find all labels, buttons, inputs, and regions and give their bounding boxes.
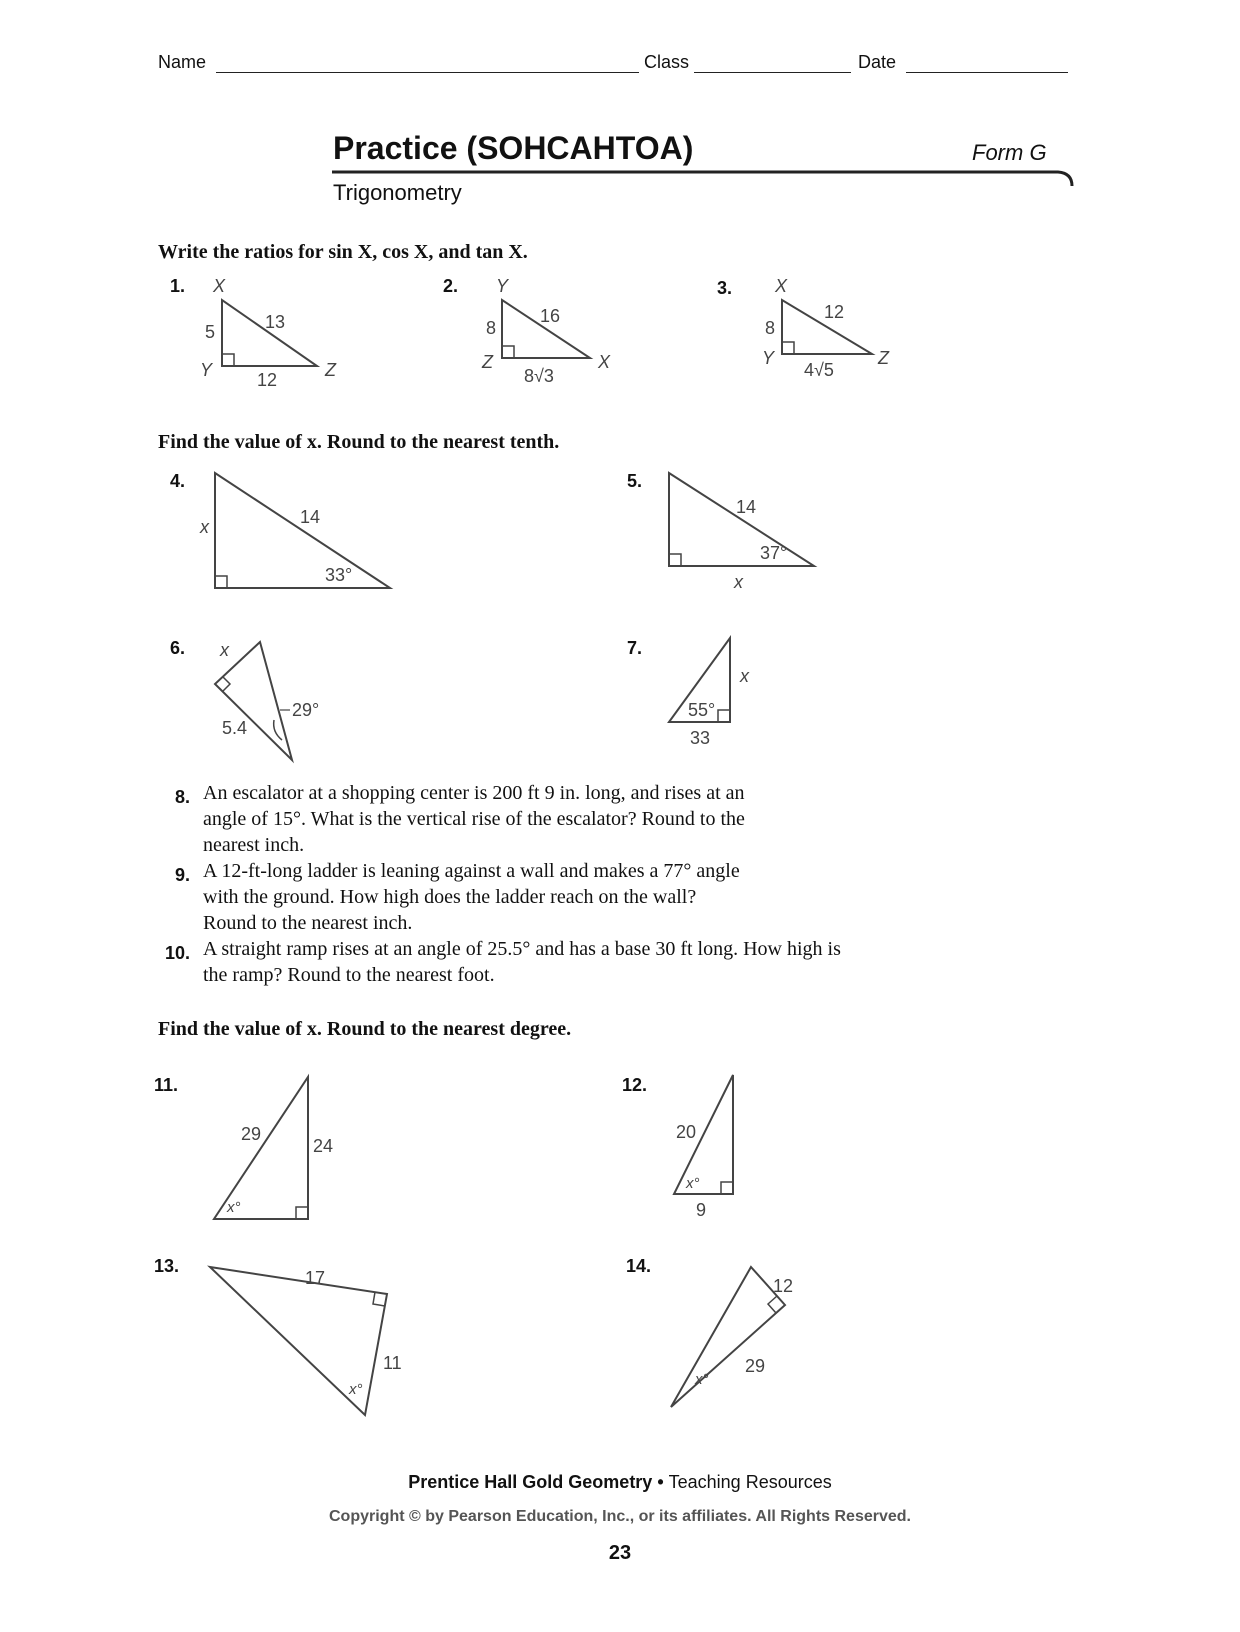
form-label: Form G (972, 140, 1047, 165)
side-label: 5.4 (222, 718, 248, 738)
triangle-figure-12 (668, 1070, 768, 1220)
side-label: 16 (540, 306, 561, 326)
side-label: 14 (736, 497, 757, 517)
problem-text-line: An escalator at a shopping center is 200 ft 9 in. long, and rises at an (203, 782, 745, 804)
unknown-side-label: x (220, 640, 229, 660)
instruction-find-x-tenth: Find the value of x. Round to the nearest tenth. (158, 431, 560, 453)
side-label: 17 (305, 1268, 326, 1288)
problem-number: 5. (627, 471, 643, 491)
problem-number: 9. (174, 865, 190, 885)
problem-number: 13. (154, 1256, 180, 1276)
page-subtitle: Trigonometry (333, 180, 462, 205)
side-label: 11 (383, 1353, 402, 1373)
page-number: 23 (608, 1542, 632, 1564)
side-label: 33 (690, 728, 711, 748)
vertex-z-label: Z (482, 352, 493, 372)
triangle-figure-2 (482, 272, 622, 392)
vertex-z-label: Z (325, 360, 336, 380)
triangle-figure-4 (190, 465, 410, 595)
side-label: 12 (824, 302, 845, 322)
problem-text-line: Round to the nearest inch. (203, 912, 413, 934)
problem-number: 4. (170, 471, 186, 491)
instruction-ratios: Write the ratios for sin X, cos X, and tan X. (158, 241, 528, 263)
word-problem-10 (203, 936, 1003, 988)
unknown-side-label: x (740, 666, 749, 686)
resource-label: Teaching Resources (668, 1472, 832, 1492)
problem-number: 11. (154, 1075, 179, 1095)
angle-label: 29° (292, 700, 320, 720)
problem-text-line: the ramp? Round to the nearest foot. (203, 964, 495, 986)
unknown-side-label: x (734, 572, 743, 592)
problem-number: 8. (174, 787, 190, 807)
side-label: 24 (313, 1136, 334, 1156)
vertex-x-label: X (775, 276, 788, 296)
side-label: 14 (300, 507, 321, 527)
word-problem-8 (203, 780, 963, 858)
angle-label: 55° (688, 700, 716, 720)
word-problem-9 (203, 858, 963, 936)
side-label: 5 (205, 322, 216, 342)
name-label: Name (158, 52, 207, 72)
problem-number: 1. (170, 276, 186, 296)
book-title: Prentice Hall Gold Geometry (408, 1472, 653, 1492)
triangle-figure-5 (660, 465, 830, 595)
vertex-x-label: X (598, 352, 611, 372)
problem-text-line: angle of 15°. What is the vertical rise of the escalator? Round to the (203, 808, 745, 830)
angle-label: x° (227, 1199, 241, 1216)
problem-number: 3. (717, 278, 733, 298)
side-label: 13 (265, 312, 286, 332)
problem-number: 10. (164, 943, 190, 963)
date-field[interactable] (906, 72, 1068, 73)
side-label: 9 (696, 1200, 707, 1220)
vertex-z-label: Z (878, 348, 889, 368)
vertex-y-label: Y (496, 276, 509, 296)
problem-number: 6. (170, 638, 186, 658)
triangle-figure-14 (665, 1262, 815, 1432)
vertex-x-label: X (213, 276, 226, 296)
triangle-figure-3 (760, 272, 900, 392)
problem-text-line: A 12-ft-long ladder is leaning against a wall and makes a 77° angle (203, 860, 740, 882)
footer-book (0, 1472, 1240, 1493)
side-label: 8√3 (524, 366, 554, 386)
problem-text-line: nearest inch. (203, 834, 305, 856)
side-label: 29 (745, 1356, 766, 1376)
problem-text-line: A straight ramp rises at an angle of 25.5° and has a base 30 ft long. How high is (203, 938, 841, 960)
problem-text-line: with the ground. How high does the ladder reach on the wall? (203, 886, 697, 908)
problem-number: 12. (622, 1075, 648, 1095)
angle-label: 33° (325, 565, 353, 585)
angle-label: x° (686, 1175, 700, 1192)
side-label: 12 (773, 1276, 794, 1296)
unknown-side-label: x (200, 517, 209, 537)
class-field[interactable] (694, 72, 851, 73)
side-label: 20 (676, 1122, 697, 1142)
vertex-y-label: Y (762, 348, 775, 368)
side-label: 8 (486, 318, 497, 338)
angle-label: x° (695, 1371, 709, 1388)
vertex-y-label: Y (200, 360, 213, 380)
triangle-figure-7 (660, 630, 770, 750)
angle-label: x° (349, 1381, 363, 1398)
triangle-figure-11 (205, 1072, 345, 1232)
side-label: 12 (257, 370, 278, 390)
problem-number: 7. (627, 638, 643, 658)
side-label: 4√5 (804, 360, 834, 380)
problem-number: 14. (626, 1256, 652, 1276)
date-label: Date (858, 52, 897, 72)
footer-bullet: • (652, 1472, 669, 1492)
side-label: 8 (765, 318, 776, 338)
triangle-figure-1 (195, 272, 355, 392)
copyright: Copyright © by Pearson Education, Inc., or its affiliates. All Rights Reserved. (329, 1508, 911, 1525)
page-title: Practice (SOHCAHTOA) (333, 130, 694, 166)
problem-number: 2. (443, 276, 459, 296)
triangle-figure-6 (210, 632, 330, 762)
angle-label: 37° (760, 543, 788, 563)
name-field[interactable] (216, 72, 639, 73)
side-label: 29 (241, 1124, 262, 1144)
instruction-find-x-degree: Find the value of x. Round to the nearest degree. (158, 1018, 572, 1040)
triangle-figure-13 (205, 1262, 405, 1432)
class-label: Class (644, 52, 690, 72)
